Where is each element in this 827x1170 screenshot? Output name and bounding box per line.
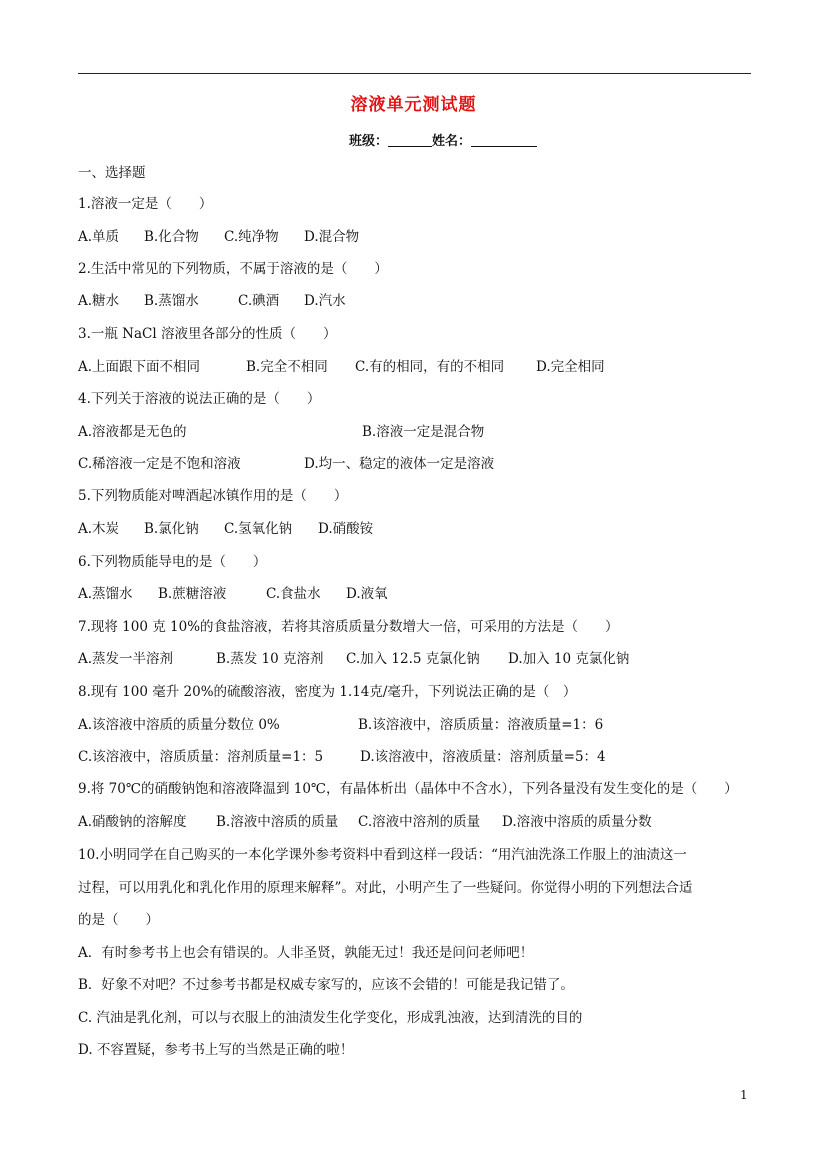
question-10-stem-line2: 过程，可以用乳化和乳化作用的原理来解释”。对此，小明产生了一些疑问。你觉得小明的下列想法合适 xyxy=(78,880,693,896)
option-a: A.该溶液中溶质的质量分数位 0% xyxy=(78,717,280,733)
option-a: A.蒸发一半溶剂 xyxy=(78,651,174,667)
option-b: B.完全不相同 xyxy=(246,359,328,375)
question-8-stem: 8.现有 100 毫升 20%的硫酸溶液，密度为 1.14克/毫升，下列说法正确的是（ ） xyxy=(78,684,577,700)
question-10-stem-line1: 10.小明同学在自己购买的一本化学课外参考资料中看到这样一段话：“用汽油洗涤工作服上的油渍这一 xyxy=(78,847,687,863)
option-a: A.上面跟下面不相同 xyxy=(78,359,201,375)
section-title: 一、选择题 xyxy=(78,165,146,181)
question-10-stem-line3: 的是（ ） xyxy=(78,912,159,928)
header-rule xyxy=(78,73,751,74)
name-label: 姓名： xyxy=(432,134,472,149)
question-6-stem: 6.下列物质能导电的是（ ） xyxy=(78,554,267,570)
question-2-stem: 2.生活中常见的下列物质，不属于溶液的是（ ） xyxy=(78,261,388,277)
option-d: D.溶液中溶质的质量分数 xyxy=(502,814,652,830)
question-10-option-b: B．好象不对吧？不过参考书都是权威专家写的，应该不会错的！可能是我记错了。 xyxy=(78,977,574,993)
question-9-stem: 9.将 70℃的硝酸钠饱和溶液降温到 10℃，有晶体析出（晶体中不含水），下列各量没有发生变化的是（ ） xyxy=(78,781,738,797)
option-d: D.硝酸铵 xyxy=(318,521,374,537)
option-b: B.蒸发 10 克溶剂 xyxy=(216,651,324,667)
option-d: D.完全相同 xyxy=(536,359,605,375)
question-4-stem: 4.下列关于溶液的说法正确的是（ ） xyxy=(78,391,321,407)
option-a: A.溶液都是无色的 xyxy=(78,424,187,440)
option-d: D.液氧 xyxy=(346,586,388,602)
option-c: C.碘酒 xyxy=(238,293,280,309)
question-10-option-a: A．有时参考书上也会有错误的。人非圣贤，孰能无过！我还是问问老师吧！ xyxy=(78,945,534,961)
question-10-option-c: C. 汽油是乳化剂，可以与衣服上的油渍发生化学变化，形成乳浊液，达到清洗的目的 xyxy=(78,1010,583,1026)
option-a: A.硝酸钠的溶解度 xyxy=(78,814,187,830)
question-7-stem: 7.现将 100 克 10%的食盐溶液，若将其溶质质量分数增大一倍，可采用的方法是（ ） xyxy=(78,619,619,635)
option-b: B.该溶液中，溶质质量：溶液质量=1：6 xyxy=(358,717,604,733)
option-c: C.稀溶液一定是不饱和溶液 xyxy=(78,456,241,472)
option-d: D.该溶液中，溶液质量：溶剂质量=5：4 xyxy=(360,749,606,765)
class-blank xyxy=(388,146,432,147)
option-c: C.有的相同，有的不相同 xyxy=(355,359,505,375)
option-d: D.加入 10 克氯化钠 xyxy=(508,651,630,667)
option-a: A.糖水 xyxy=(78,293,120,309)
class-label: 班级： xyxy=(349,134,389,149)
option-b: B.蔗糖溶液 xyxy=(158,586,227,602)
document-title: 溶液单元测试题 xyxy=(350,95,477,115)
option-d: D.汽水 xyxy=(304,293,346,309)
option-d: D.均一、稳定的液体一定是溶液 xyxy=(304,456,495,472)
question-1-stem: 1.溶液一定是（ ） xyxy=(78,196,213,212)
option-c: C.食盐水 xyxy=(266,586,321,602)
option-c: C.溶液中溶剂的质量 xyxy=(358,814,481,830)
option-d: D.混合物 xyxy=(304,229,360,245)
option-c: C.氢氧化钠 xyxy=(224,521,293,537)
question-5-stem: 5.下列物质能对啤酒起冰镇作用的是（ ） xyxy=(78,488,348,504)
question-3-stem: 3.一瓶 NaCl 溶液里各部分的性质（ ） xyxy=(78,326,337,342)
option-b: B.溶液一定是混合物 xyxy=(362,424,485,440)
name-blank xyxy=(471,146,537,147)
question-10-option-d: D. 不容置疑，参考书上写的当然是正确的啦！ xyxy=(78,1042,354,1058)
option-b: B.溶液中溶质的质量 xyxy=(216,814,339,830)
page-number: 1 xyxy=(740,1088,748,1102)
option-b: B.氯化钠 xyxy=(144,521,199,537)
option-a: A.蒸馏水 xyxy=(78,586,133,602)
option-a: A.单质 xyxy=(78,229,120,245)
option-c: C.该溶液中，溶质质量：溶剂质量=1：5 xyxy=(78,749,324,765)
option-a: A.木炭 xyxy=(78,521,120,537)
option-b: B.蒸馏水 xyxy=(144,293,199,309)
student-info xyxy=(349,130,537,149)
option-c: C.纯净物 xyxy=(224,229,279,245)
option-c: C.加入 12.5 克氯化钠 xyxy=(346,651,480,667)
option-b: B.化合物 xyxy=(144,229,199,245)
